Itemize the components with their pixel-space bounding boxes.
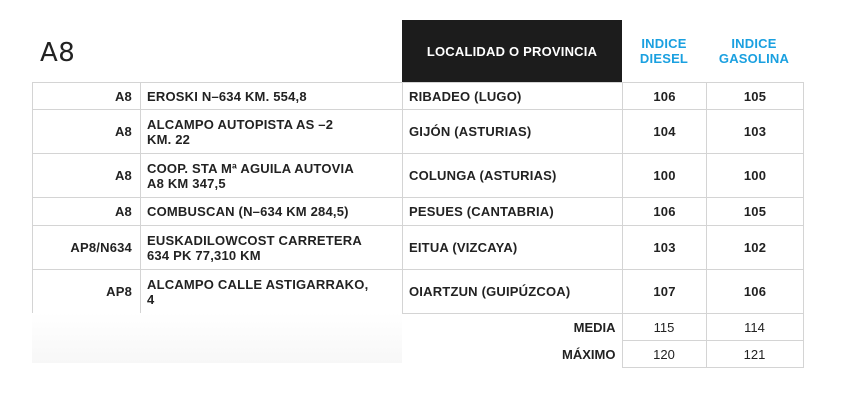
diesel-cell: 103 — [623, 226, 707, 270]
page-title: A8 — [40, 38, 76, 68]
header-indice-gasolina — [706, 20, 802, 82]
station-name-line1: EUSKADILOWCOST CARRETERA — [147, 232, 362, 248]
header-indice-diesel — [622, 20, 706, 82]
location-cell: RIBADEO (LUGO) — [403, 83, 623, 110]
media-diesel: 115 — [622, 314, 706, 341]
header-gasolina-line1: INDICE — [731, 36, 777, 51]
station-name-line2: KM. 22 — [147, 131, 191, 147]
location-cell: COLUNGA (ASTURIAS) — [403, 154, 623, 198]
station-name-line1: COOP. STA Mª AGUILA AUTOVIA — [147, 160, 354, 176]
road-cell: A8 — [33, 198, 141, 226]
station-name-line2: 634 PK 77,310 KM — [147, 247, 261, 263]
road-cell: A8 — [33, 110, 141, 154]
location-cell: EITUA (VIZCAYA) — [403, 226, 623, 270]
location-cell: GIJÓN (ASTURIAS) — [403, 110, 623, 154]
station-name-line1: COMBUSCAN (N–634 KM 284,5) — [147, 204, 349, 219]
station-name-cell — [141, 154, 403, 198]
station-name-cell — [141, 198, 403, 226]
gasolina-cell: 106 — [707, 270, 804, 314]
diesel-cell: 104 — [623, 110, 707, 154]
station-name-line1: ALCAMPO CALLE ASTIGARRAKO, — [147, 276, 369, 292]
header-gasolina-line2: GASOLINA — [718, 51, 790, 66]
diesel-cell: 107 — [623, 270, 707, 314]
table-row — [33, 154, 804, 198]
table-row — [33, 198, 804, 226]
road-cell: AP8 — [33, 270, 141, 314]
station-name-line2: 4 — [147, 291, 155, 307]
table-row — [33, 270, 804, 314]
road-cell: A8 — [33, 154, 141, 198]
diesel-cell: 100 — [623, 154, 707, 198]
diesel-cell: 106 — [623, 83, 707, 110]
station-name-cell — [141, 270, 403, 314]
gasolina-cell: 102 — [707, 226, 804, 270]
header-localidad: LOCALIDAD O PROVINCIA — [402, 20, 622, 82]
road-cell: A8 — [33, 83, 141, 110]
media-gasolina: 114 — [706, 314, 803, 341]
table-row — [33, 83, 804, 110]
summary-row-media — [32, 314, 803, 341]
table-row — [33, 226, 804, 270]
gasolina-cell: 103 — [707, 110, 804, 154]
summary-row-maximo — [32, 341, 803, 368]
station-name-cell — [141, 226, 403, 270]
location-cell: OIARTZUN (GUIPÚZCOA) — [403, 270, 623, 314]
stations-table — [32, 82, 804, 314]
station-name-line2: A8 KM 347,5 — [147, 175, 226, 191]
diesel-cell: 106 — [623, 198, 707, 226]
station-name-line1: ALCAMPO AUTOPISTA AS –2 — [147, 116, 334, 132]
summary-table — [32, 313, 804, 368]
gasolina-cell: 105 — [707, 83, 804, 110]
station-name-cell — [141, 110, 403, 154]
station-name-cell — [141, 83, 403, 110]
station-name-line1: EROSKI N–634 KM. 554,8 — [147, 88, 307, 104]
gasolina-cell: 105 — [707, 198, 804, 226]
maximo-diesel: 120 — [622, 341, 706, 368]
road-cell: AP8/N634 — [33, 226, 141, 270]
media-label: MEDIA — [573, 319, 616, 335]
maximo-label: MÁXIMO — [562, 346, 616, 362]
header-diesel-line2: DIESEL — [639, 51, 689, 66]
table-row — [33, 110, 804, 154]
location-cell: PESUES (CANTABRIA) — [403, 198, 623, 226]
gasolina-cell: 100 — [707, 154, 804, 198]
header-diesel-line1: INDICE — [641, 36, 687, 51]
maximo-gasolina: 121 — [706, 341, 803, 368]
